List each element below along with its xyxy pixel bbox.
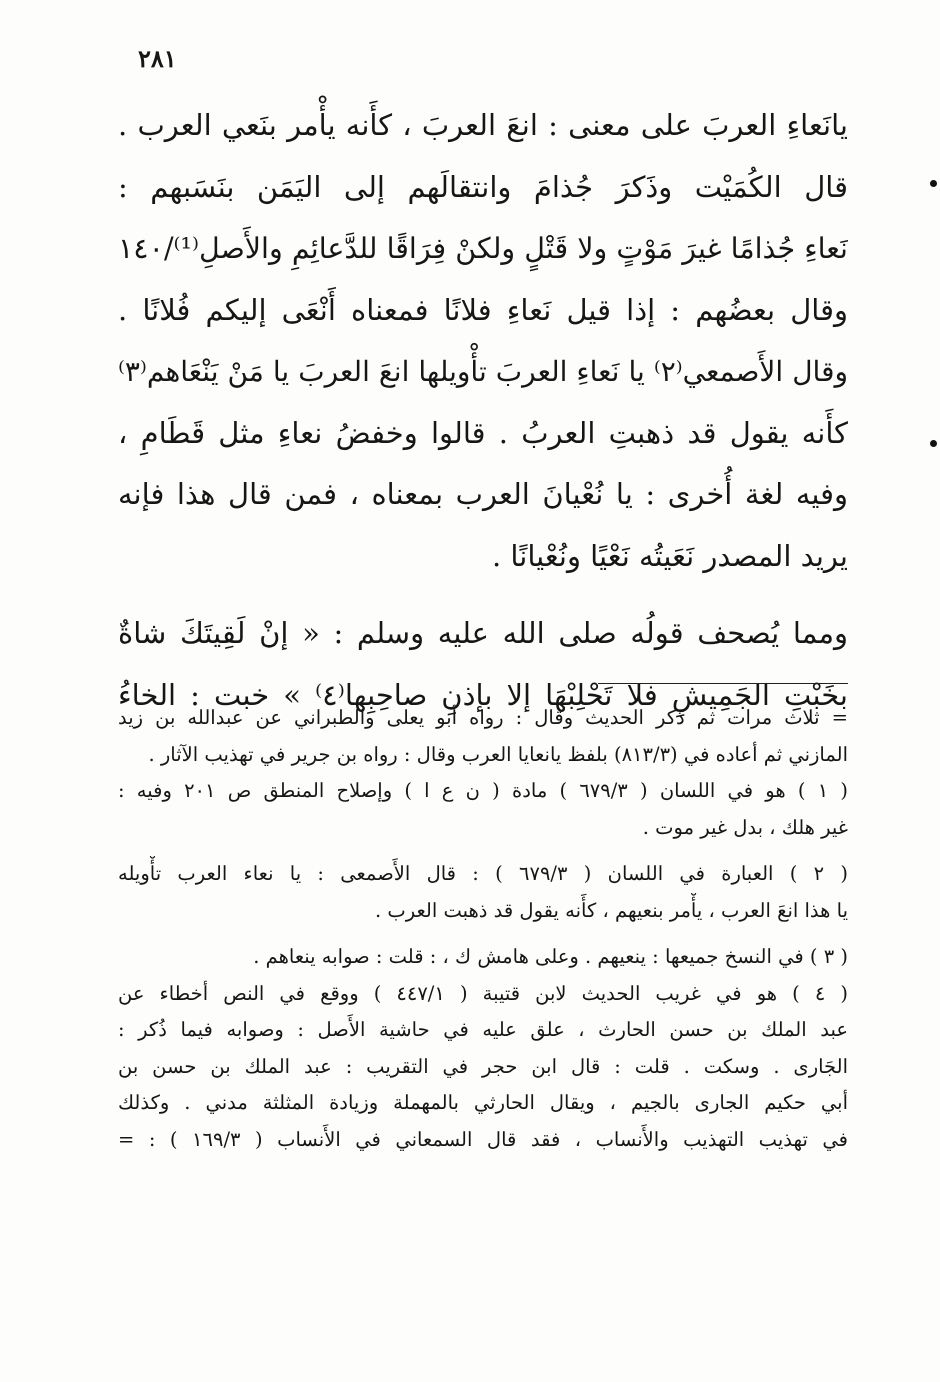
footnote-2-line: يا هذا انعَ العرب ، يأْمر بنعيهم ، كأَنه يقول قد ذهبت العرب . (375, 898, 848, 922)
footnote-separator (598, 683, 848, 684)
footnote-4-line: في تهذيب التهذيب والأَنساب ، فقد قال السمعاني في الأَنساب ( ١٦٩/٣ ) : = (118, 1127, 848, 1151)
text-line: وفيه لغة أُخرى : يا نُعْيانَ العرب بمعناه ، فمن قال هذا فإنه (118, 477, 848, 511)
text-line: قال الكُمَيْت وذَكرَ جُذامَ وانتقالَهم إلى اليَمَن بنَسَبهم : (118, 169, 848, 204)
text-line: يريد المصدر نَعَيتُه نَعْيًا ونُعْيانًا . (491, 538, 848, 573)
footnote-4-line: أبي حكيم الجارى بالجيم ، ويقال الحارثي بالمهملة وزيادة المثلثة مدني . وكذلك (118, 1091, 848, 1114)
scan-mark (930, 440, 937, 447)
footnotes (118, 700, 848, 1158)
footnote-1-line: غير هلك ، بدل غير موت . (642, 815, 848, 839)
footnote-1-line: ( ١ ) هو في اللسان ( ٦٧٩/٣ ) مادة ( ن ع ا ) وإصلاح المنطق ص ٢٠١ وفيه : (118, 779, 848, 802)
text-line: يانَعاءِ العربَ على معنى : انعَ العربَ ، كأَنه يأْمر بنَعي العرب . (118, 108, 848, 142)
scan-mark (930, 180, 937, 187)
main-text (118, 95, 848, 726)
verse-line: نَعاءِ جُذامًا غيرَ مَوْتٍ ولا قَتْلٍ ولكنْ فِرَاقًا للدَّعائِمِ والأَصلِ⁽¹⁾/١٤٠ (118, 232, 848, 265)
footnote-4-line: عبد الملك بن حسن الحارث ، علق عليه في حاشية الأَصل : وصوابه فيما ذُكر : (118, 1018, 848, 1041)
text-line: ومما يُصحف قولُه صلى الله عليه وسلم : « إنْ لَقِيتَكَ شاةٌ (118, 616, 848, 650)
footnote-2-line: ( ٢ ) العبارة في اللسان ( ٦٧٩/٣ ) : قال الأَصمعى : يا نعاء العرب تأْويله (118, 862, 848, 885)
footnote-4-line: ( ٤ ) هو في غريب الحديث لابن قتيبة ( ٤٤٧/١ ) ووقع في النص أخطاء عن (118, 981, 848, 1005)
footnote-3-line: ( ٣ ) في النسخ جميعها : ينعيهم . وعلى هامش ك ، : قلت : صوابه ينعاهم . (253, 945, 848, 968)
page-number: ٢٨١ (138, 44, 177, 73)
footnote-4-line: الجَارى . وسكت . قلت : قال ابن حجر في التقريب : عبد الملك بن حسن بن (118, 1054, 848, 1078)
text-line: وقال بعضُهم : إذا قيل نَعاءِ فلانًا فمعناه أَنْعَى إليكم فُلانًا . (118, 292, 848, 327)
footnote-continuation-line: المازني ثم أعاده في (٨١٣/٣) بلفظ يانعايا العرب وقال : رواه بن جرير في تهذيب الآثار . (148, 742, 848, 766)
footnote-continuation-line: = ثلاث مرات ثم ذكر الحديث وقال : رواه أبو يعلى والطبراني عن عبدالله بن زيد (118, 706, 848, 729)
text-line: كأَنه يقول قد ذهبتِ العربُ . قالوا وخفضُ نعاءِ مثل قَطَامِ ، (118, 415, 848, 450)
text-line: بخَبْتِ الجَمِيشِ فلا تَحْلِبْهَا إلا بإذنِ صاحِبِها⁽٤⁾ » خبت : الخاءُ (118, 677, 848, 712)
text-line: وقال الأَصمعي⁽٢⁾ يا نَعاءِ العربَ تأْويلها انعَ العربَ يا مَنْ يَنْعَاهم⁽٣⁾ (118, 355, 848, 388)
